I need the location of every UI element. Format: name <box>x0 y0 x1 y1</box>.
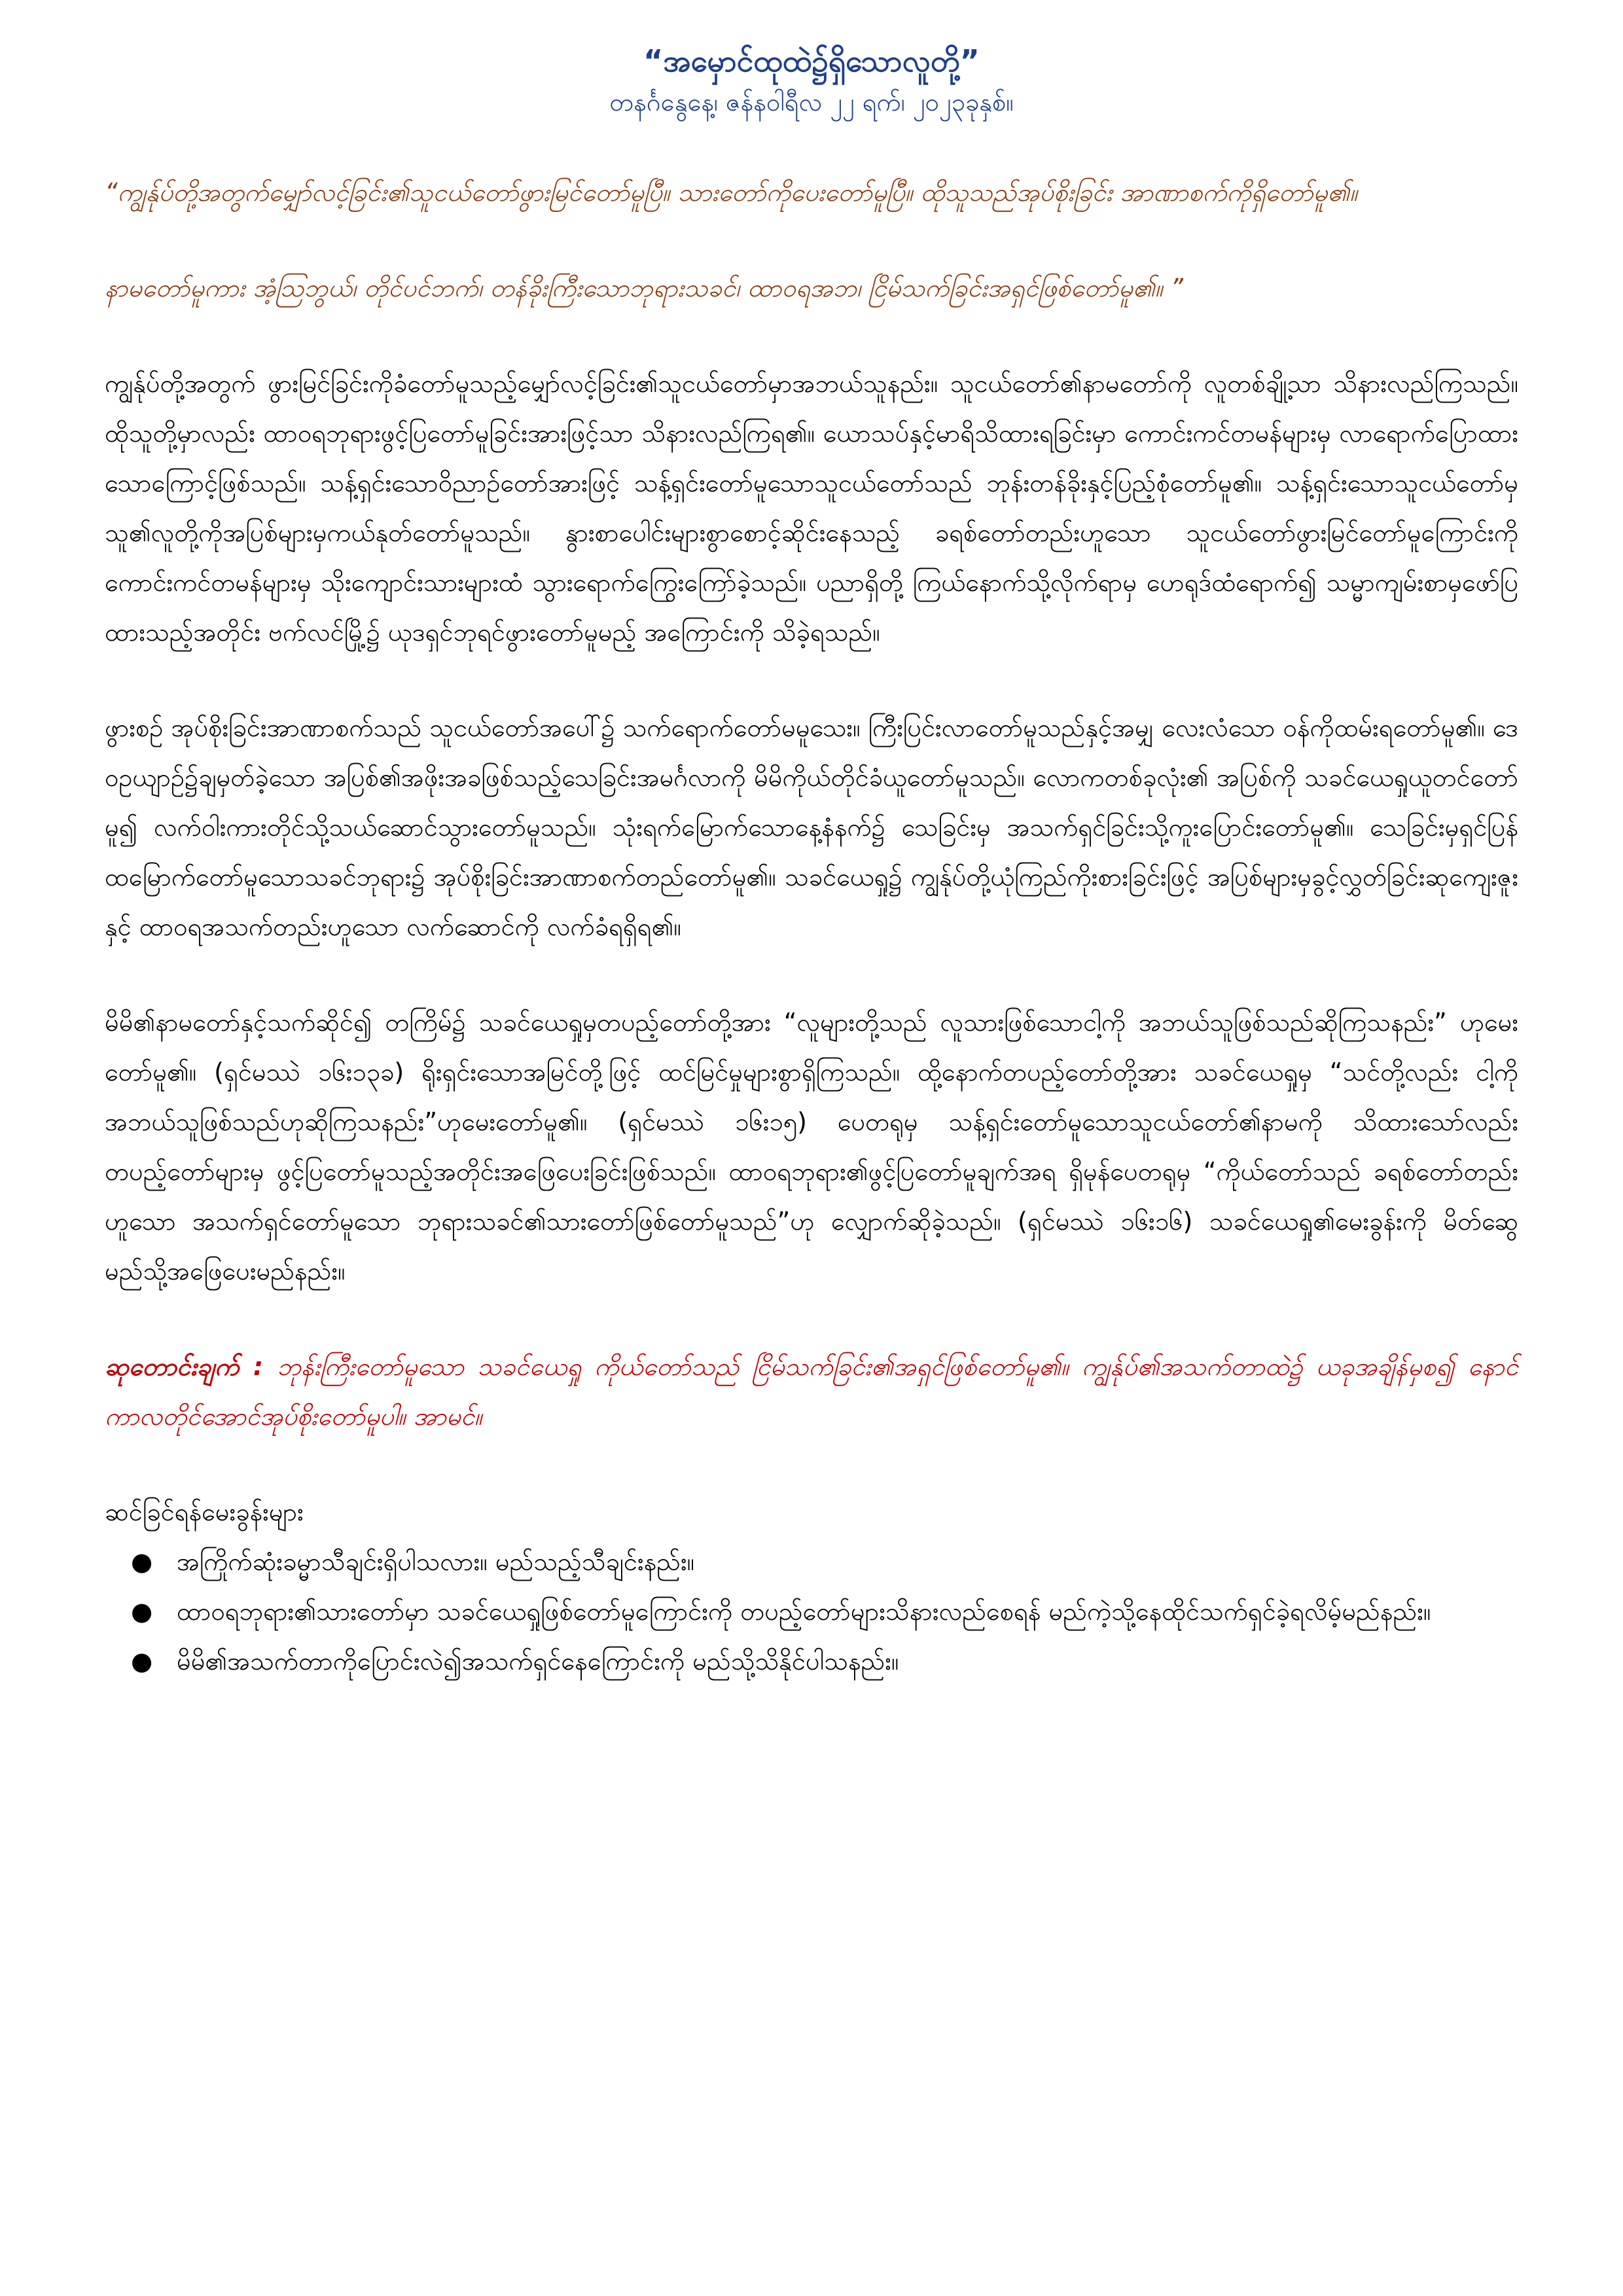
bullet-icon: ● <box>131 1547 153 1576</box>
question-text: အကြိုက်ဆုံးခမ္မာသီချင်းရှိပါသလား။ မည်သည့်သီချင်းနည်း။ <box>177 1547 695 1576</box>
prayer-block <box>105 1342 1518 1441</box>
prayer-label: ဆုတောင်းချက် <box>105 1352 240 1381</box>
question-text: မိမိ၏အသက်တာကိုပြောင်းလဲ၍အသက်ရှင်နေကြောင်းကို မည်သို့သိနိုင်ပါသနည်း။ <box>177 1647 899 1676</box>
question-item-3 <box>131 1636 1518 1686</box>
prayer-text: ဘုန်းကြီးတော်မူသော သခင်ယေရှု ကိုယ်တော်သည် ငြိမ်သက်ခြင်း၏အရှင်ဖြစ်တော်မူ၏။ ကျွန်ုပ်၏အသက်တာထဲ၌ ယခုအချိန်မှစ၍ နောင်ကာလတိုင်အောင်အုပ်စိုးတော်မူပါ။ အာမင်။ <box>105 1352 1518 1431</box>
body-paragraph-3: မိမိ၏နာမတော်နှင့်သက်ဆိုင်၍ တကြိမ်၌ သခင်ယေရှုမှတပည့်တော်တို့အား “လူများတို့သည် လူသားဖြစ်သောငါ့ကို အဘယ်သူဖြစ်သည်ဆိုကြသနည်း” ဟုမေးတော်မူ၏။ (ရှင်မဿဲ ၁၆း၁၃ခ) ရိုးရှင်းသောအမြင်တို့ဖြင့် ထင်မြင်မှုများစွာရှိကြသည်။ ထို့နောက်တပည့်တော်တို့အား သခင်ယေရှုမှ “သင်တို့လည်း ငါ့ကိုအဘယ်သူဖြစ်သည်ဟုဆိုကြသနည်း”ဟုမေးတော်မူ၏။ (ရှင်မဿဲ ၁၆း၁၅) ပေတရုမှ သန့်ရှင်းတော်မူသောသူငယ်တော်၏နာမကို သိထားသော်လည်း တပည့်တော်များမှ ဖွင့်ပြတော်မူသည့်အတိုင်းအဖြေပေးခြင်းဖြစ်သည်။ ထာဝရဘုရား၏ဖွင့်ပြတော်မူချက်အရ ရှိမုန်ပေတရုမှ “ကိုယ်တော်သည် ခရစ်တော်တည်းဟူသော အသက်ရှင်တော်မူသော ဘုရားသခင်၏သားတော်ဖြစ်တော်မူသည်”ဟု လျှောက်ဆိုခဲ့သည်။ (ရှင်မဿဲ ၁၆း၁၆) သခင်ယေရှု၏မေးခွန်းကို မိတ်ဆွေမည်သို့အဖြေပေးမည်နည်း။ <box>105 1008 1518 1285</box>
date-line: တနင်္ဂနွေနေ့၊ ဇန်နဝါရီလ ၂၂ ရက်၊ ၂၀၂၃ခုနှစ်။ <box>609 88 1014 117</box>
scripture-verse-line-2: နာမတော်မူကား အံ့ဩဘွယ်၊ တိုင်ပင်ဘက်၊ တန်ခိုးကြီးသောဘုရားသခင်၊ ထာဝရအဘ၊ ငြိမ်သက်ခြင်းအရှင်ဖြစ်တော်မူ၏။ ” <box>105 274 1184 302</box>
question-item-1 <box>131 1537 1518 1587</box>
body-paragraph-1: ကျွန်ုပ်တို့အတွက် ဖွားမြင်ခြင်းကိုခံတော်မူသည့်မျှော်လင့်ခြင်း၏သူငယ်တော်မှာအဘယ်သူနည်း။ သူငယ်တော်၏နာမတော်ကို လူတစ်ချို့သာ သိနားလည်ကြသည်။ ထိုသူတို့မှာလည်း ထာဝရဘုရားဖွင့်ပြတော်မူခြင်းအားဖြင့်သာ သိနားလည်ကြရ၏။ ယောသပ်နှင့်မာရိသိထားရခြင်းမှာ ကောင်းကင်တမန်များမှ လာရောက်ပြောထားသောကြောင့်ဖြစ်သည်။ သန့်ရှင်းသောဝိညာဉ်တော်အားဖြင့် သန့်ရှင်းတော်မူသောသူငယ်တော်သည် ဘုန်းတန်ခိုးနှင့်ပြည့်စုံတော်မူ၏။ သန့်ရှင်းသောသူငယ်တော်မှ သူ၏လူတို့ကိုအပြစ်များမှကယ်နုတ်တော်မူသည်။ နွားစာပေါင်းများစွာစောင့်ဆိုင်းနေသည့် ခရစ်တော်တည်းဟူသော သူငယ်တော်ဖွားမြင်တော်မူကြောင်းကို ကောင်းကင်တမန်များမှ သိုးကျောင်းသားများထံ သွားရောက်ကြွေးကြော်ခဲ့သည်။ ပညာရှိတို့ ကြယ်နောက်သို့လိုက်ရာမှ ဟေရုဒ်ထံရောက်၍ သမ္မာကျမ်းစာမှဖော်ပြထားသည့်အတိုင်း ဗက်လင်မြို့၌ ယုဒရှင်ဘုရင်ဖွားတော်မူမည့် အကြောင်းကို သိခဲ့ရသည်။ <box>105 369 1518 647</box>
body-paragraph-2: ဖွားစဉ် အုပ်စိုးခြင်းအာဏာစက်သည် သူငယ်တော်အပေါ်၌ သက်ရောက်တော်မမူသေး။ ကြီးပြင်းလာတော်မူသည်နှင့်အမျှ လေးလံသော ဝန်ကိုထမ်းရတော်မူ၏။ ဒေဝဥယျာဉ်၌ချမှတ်ခဲ့သော အပြစ်၏အဖိုးအခဖြစ်သည့်သေခြင်းအမင်္ဂလာကို မိမိကိုယ်တိုင်ခံယူတော်မူသည်။ လောကတစ်ခုလုံး၏ အပြစ်ကို သခင်ယေရှုယူတင်တော်မူ၍ လက်ဝါးကားတိုင်သို့သယ်ဆောင်သွားတော်မူသည်။ သုံးရက်မြောက်သောနေ့နံနက်၌ သေခြင်းမှ အသက်ရှင်ခြင်းသို့ကူးပြောင်းတော်မူ၏။ သေခြင်းမှရှင်ပြန်ထမြောက်တော်မူသောသခင်ဘုရား၌ အုပ်စိုးခြင်းအာဏာစက်တည်တော်မူ၏။ သခင်ယေရှု၌ ကျွန်ုပ်တို့ယုံကြည်ကိုးစားခြင်းဖြင့် အပြစ်များမှခွင့်လွှတ်ခြင်းဆုကျေးဇူးနှင့် ထာဝရအသက်တည်းဟူသော လက်ဆောင်ကို လက်ခံရရှိရ၏။ <box>105 713 1518 941</box>
questions-heading: ဆင်ခြင်ရန်မေးခွန်းများ <box>105 1498 304 1526</box>
prayer-separator: : <box>239 1352 277 1381</box>
bullet-icon: ● <box>131 1597 153 1626</box>
question-item-2 <box>131 1587 1518 1636</box>
page-title: “အမှောင်ထုထဲ၌ရှိသောလူတို့” <box>643 43 980 79</box>
question-text: ထာဝရဘုရား၏သားတော်မှာ သခင်ယေရှုဖြစ်တော်မူကြောင်းကို တပည့်တော်များသိနားလည်စေရန် မည်ကဲ့သို့နေထိုင်သက်ရှင်ခဲ့ရလိမ့်မည်နည်း။ <box>177 1597 1431 1626</box>
devotional-page <box>105 39 1518 1686</box>
questions-list <box>105 1537 1518 1686</box>
bullet-icon: ● <box>131 1647 153 1676</box>
scripture-verse-line-1: “ကျွန်ုပ်တို့အတွက်မျှော်လင့်ခြင်း၏သူငယ်တော်ဖွားမြင်တော်မူပြီ။ သားတော်ကိုပေးတော်မူပြီ။ ထိုသူသည်အုပ်စိုးခြင်း အာဏာစက်ကိုရှိတော်မူ၏။ <box>105 178 1357 207</box>
